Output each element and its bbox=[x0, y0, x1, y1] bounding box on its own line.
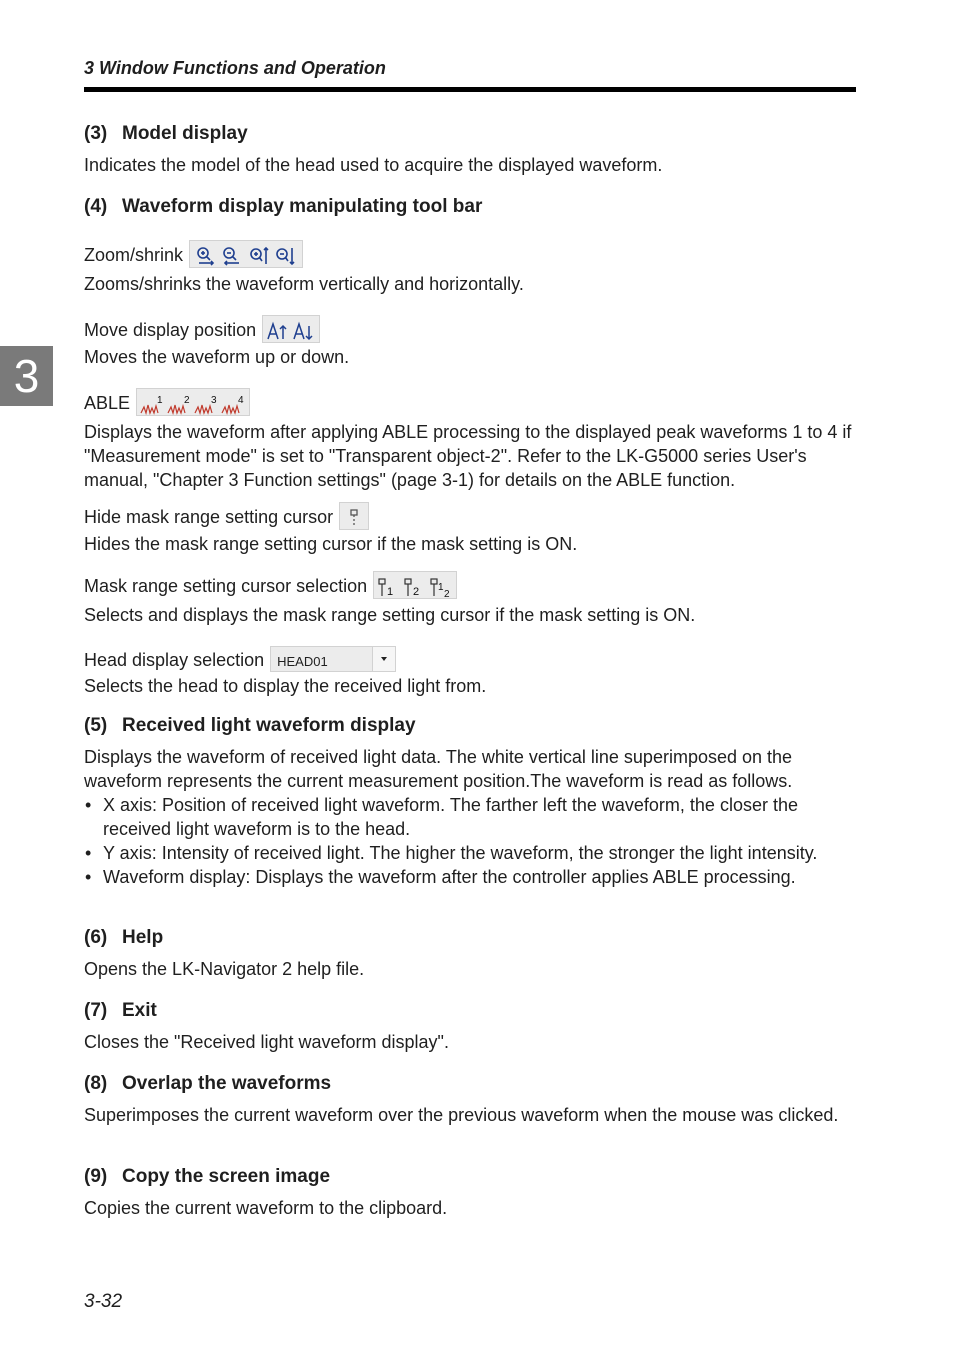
svg-text:2: 2 bbox=[413, 586, 420, 599]
svg-text:4: 4 bbox=[238, 395, 244, 407]
paragraph: Opens the LK-Navigator 2 help file. bbox=[84, 959, 365, 979]
section-exit bbox=[84, 999, 856, 1054]
section-number: (4) bbox=[84, 196, 108, 217]
list-item: • X axis: Position of received light waveform. The farther left the waveform, the closer the received light waveform is to the head. bbox=[84, 793, 856, 841]
head-select-item bbox=[84, 648, 856, 698]
head-select-label: Head display selection bbox=[84, 650, 265, 670]
zoom-out-horizontal-icon[interactable] bbox=[224, 248, 239, 265]
section-title: Copy the screen image bbox=[122, 1166, 331, 1187]
move-up-icon[interactable] bbox=[268, 324, 286, 339]
zoom-toolbar bbox=[189, 240, 303, 268]
hide-mask-toolbar bbox=[339, 502, 369, 530]
mask-select-item bbox=[84, 573, 856, 627]
section-title: Model display bbox=[122, 123, 248, 144]
section-overlap bbox=[84, 1072, 856, 1127]
able-description: Displays the waveform after applying ABLE processing to the displayed peak waveforms 1 to 4 if "Measurement mode" is set to "Transparent object-2". Refer to the LK-G5000 series User's manual, "Chapter 3 Function settings" (page 3-1) for details on the ABLE function. bbox=[84, 422, 852, 490]
mask-select-toolbar bbox=[373, 571, 457, 599]
svg-text:1: 1 bbox=[387, 586, 394, 599]
list-item: • Y axis: Intensity of received light. The higher the waveform, the stronger the light intensity. bbox=[84, 841, 856, 865]
section-heading bbox=[84, 714, 856, 738]
running-head: 3 Window Functions and Operation bbox=[84, 58, 386, 78]
head-select-value: HEAD01 bbox=[277, 654, 328, 670]
zoom-item bbox=[84, 242, 856, 296]
move-toolbar bbox=[262, 315, 320, 343]
move-item bbox=[84, 317, 856, 369]
hide-mask-item bbox=[84, 504, 856, 556]
section-number: (9) bbox=[84, 1166, 108, 1187]
zoom-in-vertical-icon[interactable] bbox=[251, 248, 268, 264]
section-title: Overlap the waveforms bbox=[122, 1073, 332, 1094]
section-title: Exit bbox=[122, 1000, 157, 1021]
chapter-tab: 3 bbox=[0, 346, 53, 406]
section-heading bbox=[84, 1072, 856, 1096]
move-label: Move display position bbox=[84, 319, 257, 340]
hide-mask-label: Hide mask range setting cursor bbox=[84, 506, 334, 527]
able-3-icon[interactable] bbox=[195, 395, 217, 413]
section-toolbar bbox=[84, 195, 856, 219]
head-select-description: Selects the head to display the received light from. bbox=[84, 676, 487, 697]
section-heading bbox=[84, 122, 856, 146]
svg-text:3: 3 bbox=[211, 395, 217, 407]
chevron-down-icon bbox=[373, 647, 395, 671]
dropdown-button[interactable] bbox=[372, 647, 395, 671]
svg-text:2: 2 bbox=[444, 589, 450, 599]
able-toolbar bbox=[136, 388, 250, 416]
able-item bbox=[84, 390, 856, 492]
able-4-icon[interactable] bbox=[222, 395, 244, 413]
section-number: (6) bbox=[84, 927, 108, 948]
mask-cursor-1-icon[interactable] bbox=[379, 579, 393, 598]
hide-mask-description: Hides the mask range setting cursor if the mask setting is ON. bbox=[84, 534, 578, 554]
section-title: Waveform display manipulating tool bar bbox=[122, 196, 483, 217]
section-heading bbox=[84, 195, 856, 219]
able-1-icon[interactable] bbox=[141, 395, 163, 413]
move-down-icon[interactable] bbox=[294, 324, 312, 339]
head-select-dropdown[interactable] bbox=[270, 646, 396, 672]
zoom-label: Zoom/shrink bbox=[84, 244, 184, 265]
able-2-icon[interactable] bbox=[168, 395, 190, 413]
paragraph: Closes the "Received light waveform display". bbox=[84, 1032, 449, 1052]
section-number: (7) bbox=[84, 1000, 108, 1021]
move-description: Moves the waveform up or down. bbox=[84, 347, 350, 367]
section-model-display bbox=[84, 122, 856, 177]
paragraph: Indicates the model of the head used to acquire the displayed waveform. bbox=[84, 155, 663, 175]
mask-select-label: Mask range setting cursor selection bbox=[84, 575, 368, 596]
section-number: (3) bbox=[84, 123, 108, 144]
header-rule bbox=[84, 87, 856, 92]
mask-select-description: Selects and displays the mask range setting cursor if the mask setting is ON. bbox=[84, 605, 696, 625]
zoom-description: Zooms/shrinks the waveform vertically and horizontally. bbox=[84, 274, 524, 294]
section-number: (8) bbox=[84, 1073, 108, 1094]
zoom-in-horizontal-icon[interactable] bbox=[198, 248, 213, 265]
section-heading bbox=[84, 999, 856, 1023]
section-title: Help bbox=[122, 927, 164, 948]
hide-mask-cursor-icon[interactable] bbox=[351, 510, 357, 527]
section-help bbox=[84, 926, 856, 981]
svg-text:1: 1 bbox=[157, 395, 163, 407]
section-copy bbox=[84, 1165, 856, 1220]
paragraph: Copies the current waveform to the clipboard. bbox=[84, 1198, 448, 1218]
paragraph: Displays the waveform of received light data. The white vertical line superimposed on the waveform represents the current measurement position.The waveform is read as follows. bbox=[84, 747, 793, 791]
section-heading bbox=[84, 926, 856, 950]
zoom-out-vertical-icon[interactable] bbox=[277, 248, 294, 264]
mask-cursor-2-icon[interactable] bbox=[405, 579, 419, 598]
list-item: • Waveform display: Displays the waveform after the controller applies ABLE processing. bbox=[84, 865, 856, 889]
mask-cursor-both-icon[interactable] bbox=[431, 579, 450, 598]
section-waveform-display bbox=[84, 714, 856, 889]
page-number: 3-32 bbox=[84, 1291, 123, 1312]
section-title: Received light waveform display bbox=[122, 715, 416, 736]
bullet-list bbox=[84, 793, 856, 889]
section-number: (5) bbox=[84, 715, 108, 736]
able-label: ABLE bbox=[84, 392, 131, 413]
svg-text:2: 2 bbox=[184, 395, 190, 407]
svg-text:1: 1 bbox=[438, 582, 444, 594]
section-heading bbox=[84, 1165, 856, 1189]
paragraph: Superimposes the current waveform over the previous waveform when the mouse was clicked. bbox=[84, 1105, 839, 1125]
